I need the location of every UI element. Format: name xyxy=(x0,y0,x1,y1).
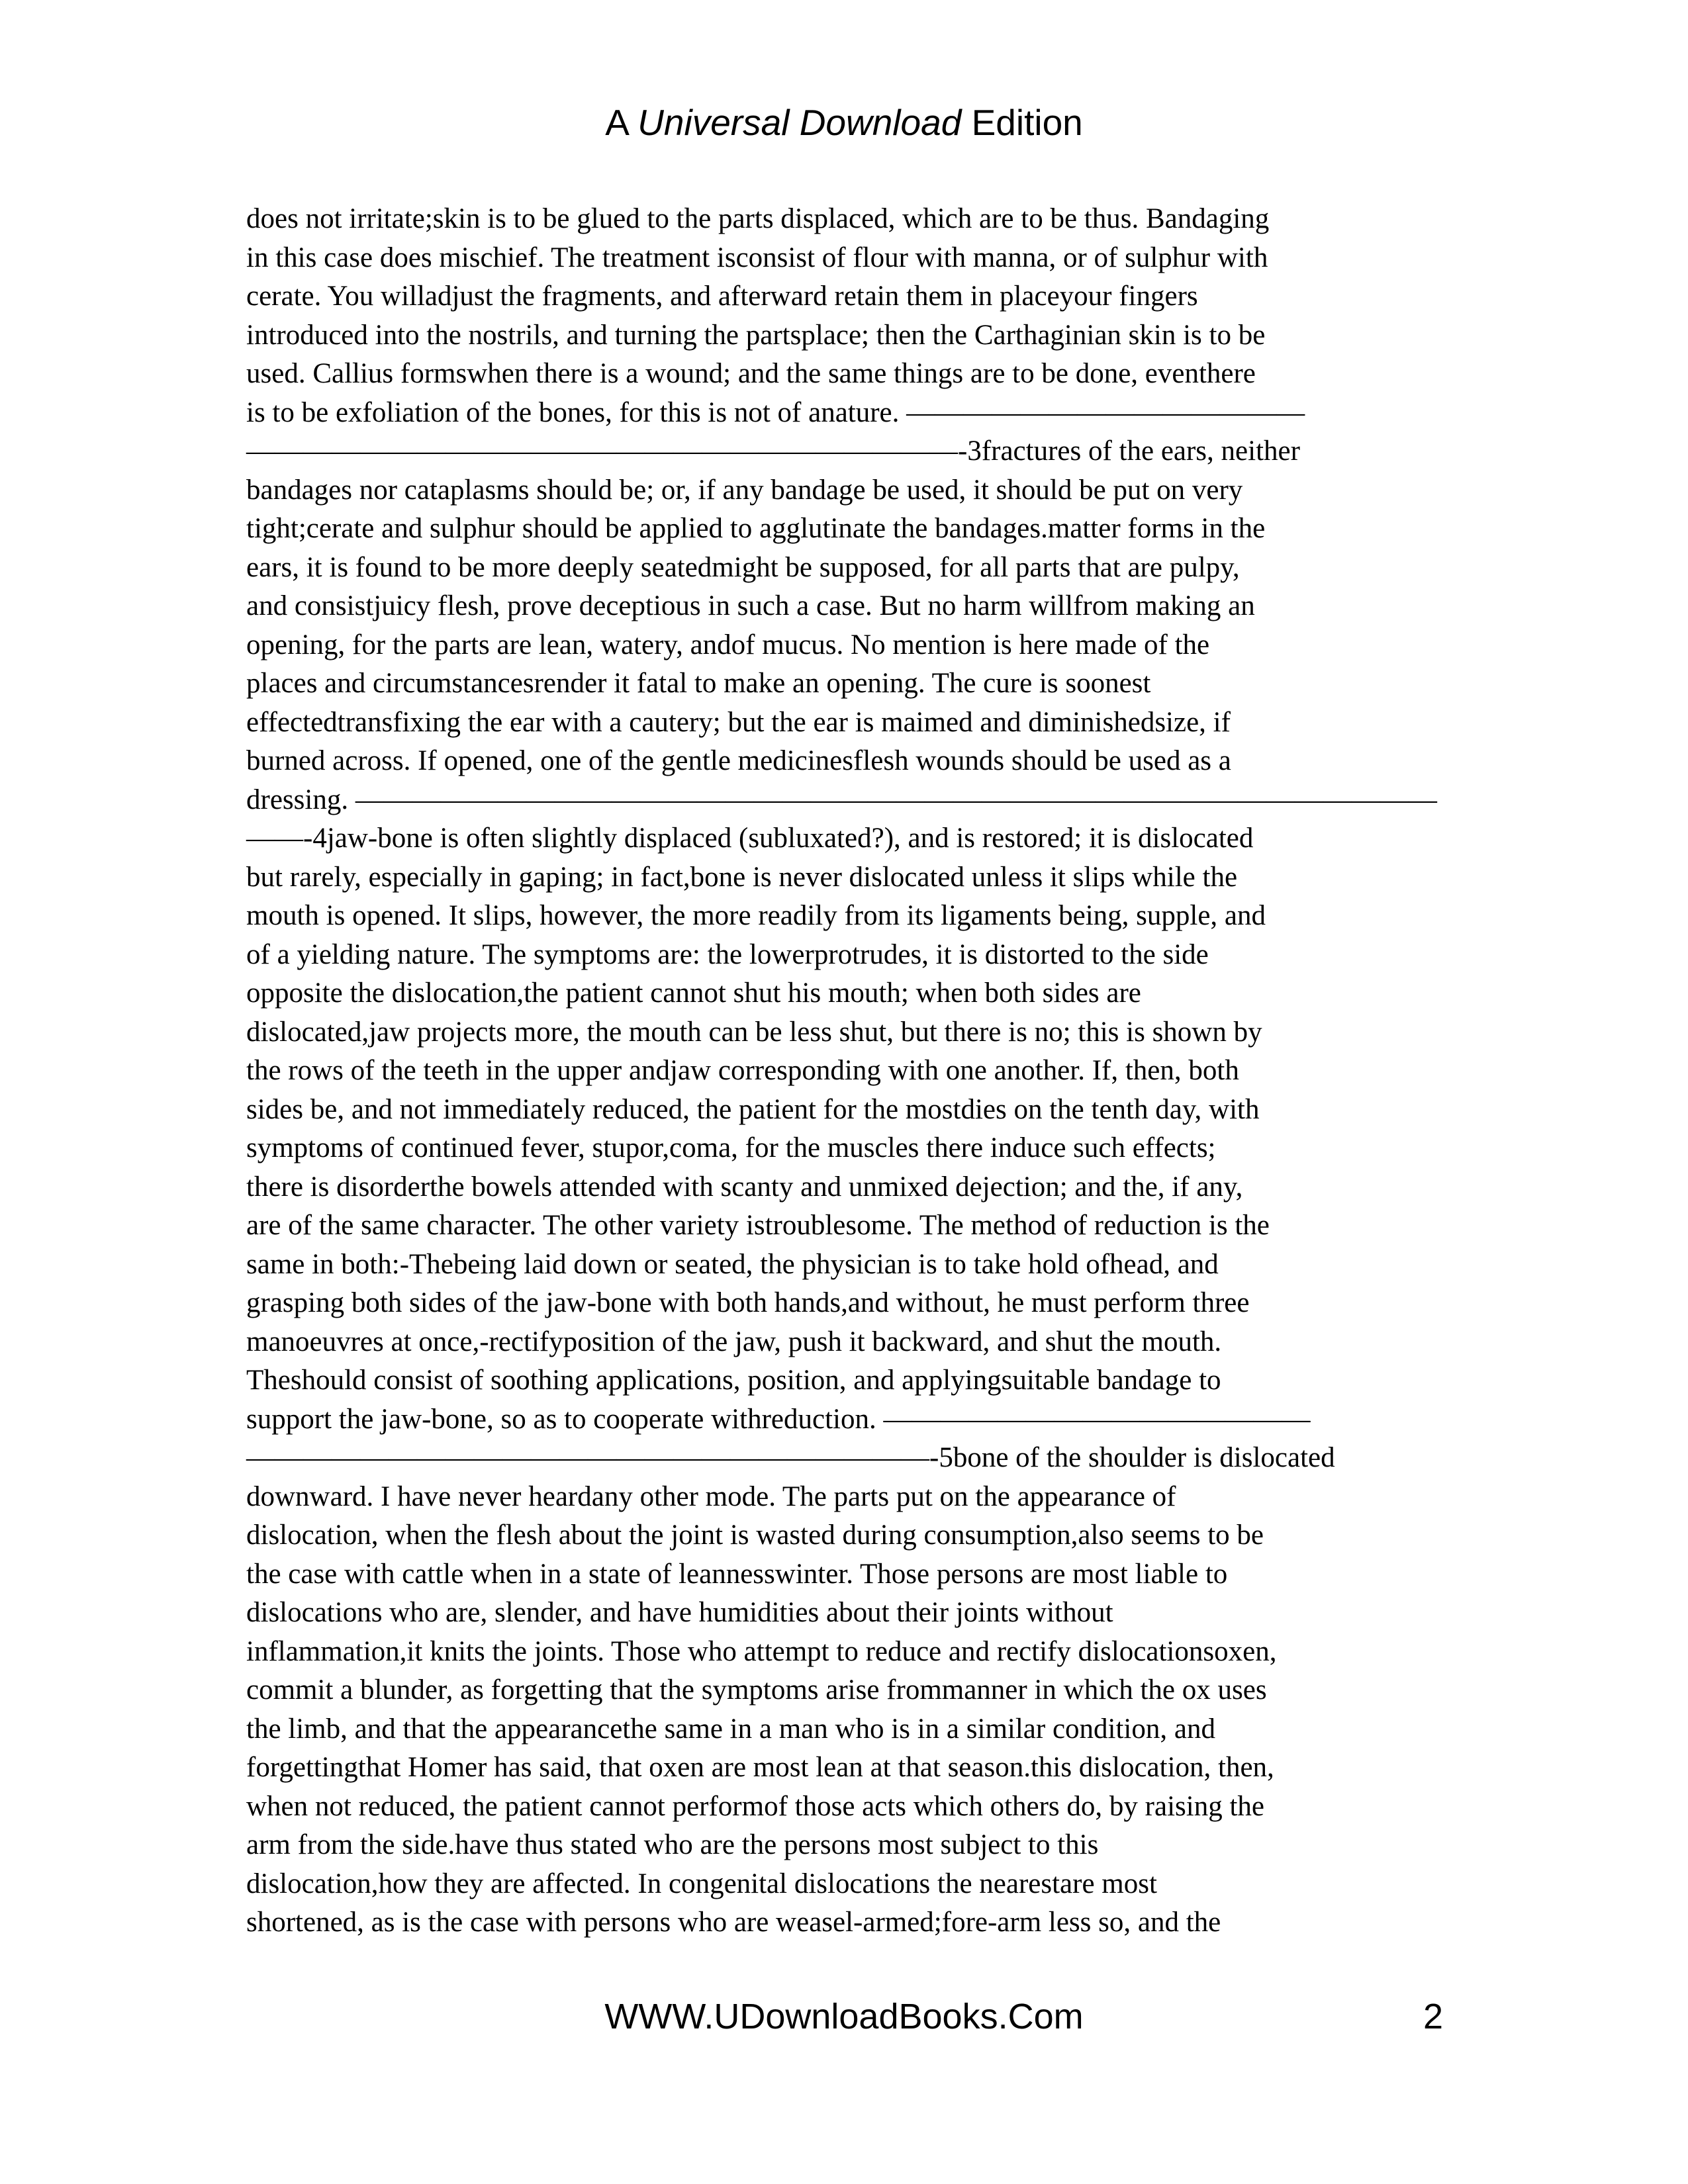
text-line: mouth is opened. It slips, however, the more readily from its ligaments being, supple, and xyxy=(246,900,1266,931)
text-line: symptoms of continued fever, stupor,coma, for the muscles there induce such effects; xyxy=(246,1132,1216,1163)
text-line: when not reduced, the patient cannot performof those acts which others do, by raising the xyxy=(246,1790,1264,1822)
text-line: Theshould consist of soothing applications, position, and applyingsuitable bandage to xyxy=(246,1365,1221,1396)
text-line: —————————————————————————-3fractures of the ears, neither xyxy=(246,435,1300,467)
text-line: but rarely, especially in gaping; in fact,bone is never dislocated unless it slips while the xyxy=(246,861,1238,893)
text-line: there is disorderthe bowels attended with scanty and unmixed dejection; and the, if any, xyxy=(246,1171,1243,1203)
text-line: tight;cerate and sulphur should be applied to agglutinate the bandages.matter forms in the xyxy=(246,513,1266,544)
page-header xyxy=(0,99,1688,146)
text-line: inflammation,it knits the joints. Those who attempt to reduce and rectify dislocationsoxen, xyxy=(246,1635,1277,1667)
text-line: cerate. You willadjust the fragments, and afterward retain them in placeyour fingers xyxy=(246,281,1198,312)
text-line: the rows of the teeth in the upper andjaw corresponding with one another. If, then, both xyxy=(246,1055,1239,1086)
text-line: dislocated,jaw projects more, the mouth can be less shut, but there is no; this is shown by xyxy=(246,1016,1262,1048)
text-line: opposite the dislocation,the patient cannot shut his mouth; when both sides are xyxy=(246,978,1141,1009)
text-line: effectedtransfixing the ear with a cautery; but the ear is maimed and diminishedsize, if xyxy=(246,706,1231,738)
text-line: sides be, and not immediately reduced, the patient for the mostdies on the tenth day, with xyxy=(246,1093,1260,1125)
text-line: forgettingthat Homer has said, that oxen are most lean at that season.this dislocation, then, xyxy=(246,1752,1274,1783)
text-line: the case with cattle when in a state of leannesswinter. Those persons are most liable to xyxy=(246,1558,1228,1590)
text-line: used. Callius formswhen there is a wound; and the same things are to be done, eventhere xyxy=(246,358,1256,389)
text-line: places and circumstancesrender it fatal to make an opening. The cure is soonest xyxy=(246,668,1151,699)
text-line: introduced into the nostrils, and turning the partsplace; then the Carthaginian skin is to be xyxy=(246,319,1266,351)
text-line: shortened, as is the case with persons who are weasel-armed;fore-arm less so, and the xyxy=(246,1907,1221,1938)
text-line: does not irritate;skin is to be glued to the parts displaced, which are to be thus. Bandaging xyxy=(246,203,1270,234)
text-line: ——-4jaw-bone is often slightly displaced (subluxated?), and is restored; it is dislocated xyxy=(246,823,1254,854)
text-line: arm from the side.have thus stated who are the persons most subject to this xyxy=(246,1829,1099,1860)
text-line: same in both:-Thebeing laid down or seated, the physician is to take hold ofhead, and xyxy=(246,1248,1219,1280)
text-line: opening, for the parts are lean, watery, andof mucus. No mention is here made of the xyxy=(246,629,1210,660)
header-prefix: A xyxy=(605,102,628,143)
header-suffix: Edition xyxy=(971,102,1083,143)
text-line: and consistjuicy flesh, prove deceptious in such a case. But no harm willfrom making an xyxy=(246,590,1255,621)
text-line: dressing. —————————————————————————————————————— xyxy=(246,784,1437,815)
text-line: ears, it is found to be more deeply seatedmight be supposed, for all parts that are pulpy, xyxy=(246,551,1240,583)
body-text xyxy=(246,200,1438,1942)
page-number: 2 xyxy=(1423,1997,1443,2036)
text-line: commit a blunder, as forgetting that the symptoms arise frommanner in which the ox uses xyxy=(246,1674,1267,1706)
text-line: dislocation, when the flesh about the joint is wasted during consumption,also seems to be xyxy=(246,1520,1264,1551)
text-line: downward. I have never heardany other mode. The parts put on the appearance of xyxy=(246,1480,1176,1512)
text-line: bandages nor cataplasms should be; or, if any bandage be used, it should be put on very xyxy=(246,474,1243,506)
text-line: in this case does mischief. The treatment isconsist of flour with manna, or of sulphur with xyxy=(246,242,1268,273)
text-line: burned across. If opened, one of the gentle medicinesflesh wounds should be used as a xyxy=(246,745,1231,776)
text-line: dislocation,how they are affected. In congenital dislocations the nearestare most xyxy=(246,1868,1157,1899)
text-line: of a yielding nature. The symptoms are: the lowerprotrudes, it is distorted to the side xyxy=(246,938,1209,970)
text-line: manoeuvres at once,-rectifyposition of the jaw, push it backward, and shut the mouth. xyxy=(246,1326,1222,1357)
header-italic-title: Universal Download xyxy=(637,102,962,143)
text-line: the limb, and that the appearancethe same in a man who is in a similar condition, and xyxy=(246,1713,1215,1745)
text-line: grasping both sides of the jaw-bone with both hands,and without, he must perform three xyxy=(246,1287,1250,1318)
text-line: is to be exfoliation of the bones, for this is not of anature. —————————————— xyxy=(246,396,1305,428)
footer-website: WWW.UDownloadBooks.Com xyxy=(604,1997,1084,2036)
text-line: support the jaw-bone, so as to cooperate withreduction. ——————————————— xyxy=(246,1403,1311,1435)
text-line: ————————————————————————-5bone of the shoulder is dislocated xyxy=(246,1442,1335,1473)
text-line: are of the same character. The other variety istroublesome. The method of reduction is the xyxy=(246,1210,1270,1241)
text-line: dislocations who are, slender, and have humidities about their joints without xyxy=(246,1597,1113,1628)
